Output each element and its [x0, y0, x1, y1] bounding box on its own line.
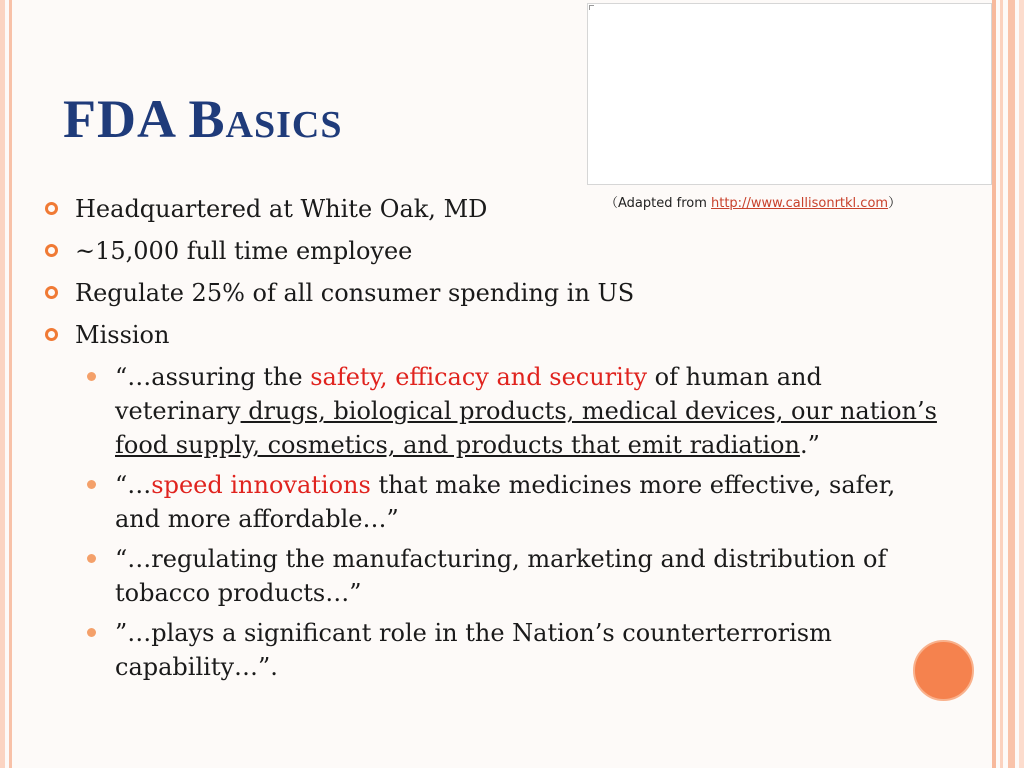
list-item: [44, 234, 944, 268]
bullet-dot-icon: [87, 554, 96, 563]
bullet-text: Headquartered at White Oak, MD: [75, 195, 488, 223]
bullet-text: Regulate 25% of all consumer spending in US: [75, 279, 635, 307]
right-stripe: [1019, 0, 1024, 768]
mission-text: that make medicines more effective, safer, and more affordable…”: [115, 471, 896, 533]
mission-item: [44, 542, 944, 610]
right-stripe: [1008, 0, 1015, 768]
mission-item: [44, 616, 944, 684]
list-item: [44, 318, 944, 352]
bullet-ring-icon: [45, 328, 58, 341]
decorative-circle: [913, 640, 974, 701]
mission-item: [44, 468, 944, 536]
mission-underlined: drugs, biological products, medical devices, our nation’s food supply, cosmetics, and products that emit radiation: [115, 397, 937, 459]
image-placeholder: [587, 3, 992, 185]
bullet-ring-icon: [45, 244, 58, 257]
bullet-text: ~15,000 full time employee: [75, 237, 413, 265]
bullet-list: [44, 192, 944, 690]
list-item: [44, 276, 944, 310]
bullet-text: Mission: [75, 321, 170, 349]
caption-link[interactable]: http://www.callisonrtkl.com: [711, 196, 889, 211]
bullet-dot-icon: [87, 480, 96, 489]
right-stripe: [1000, 0, 1003, 768]
slide-title: FDA Basics: [63, 89, 343, 149]
bullet-dot-icon: [87, 628, 96, 637]
bullet-dot-icon: [87, 372, 96, 381]
caption-suffix: ）: [888, 196, 902, 211]
bullet-ring-icon: [45, 202, 58, 215]
mission-highlight: speed innovations: [151, 471, 371, 499]
mission-text: .”: [799, 431, 820, 459]
corner-mark-icon: [589, 5, 594, 10]
bullet-ring-icon: [45, 286, 58, 299]
list-item: [44, 192, 944, 226]
mission-text: ”…plays a significant role in the Nation’s counterterrorism capability…”.: [115, 619, 832, 681]
left-stripe: [0, 0, 5, 768]
caption-prefix: （Adapted from: [605, 196, 711, 211]
left-stripe-thin: [9, 0, 12, 768]
mission-text: “…: [115, 471, 152, 499]
mission-text: of human and veterinary: [115, 363, 822, 425]
mission-text: “…assuring the: [115, 363, 311, 391]
mission-item: [44, 360, 944, 462]
mission-highlight: safety, efficacy and security: [310, 363, 648, 391]
right-stripe: [992, 0, 996, 768]
mission-text: “…regulating the manufacturing, marketing and distribution of tobacco products…”: [115, 545, 887, 607]
